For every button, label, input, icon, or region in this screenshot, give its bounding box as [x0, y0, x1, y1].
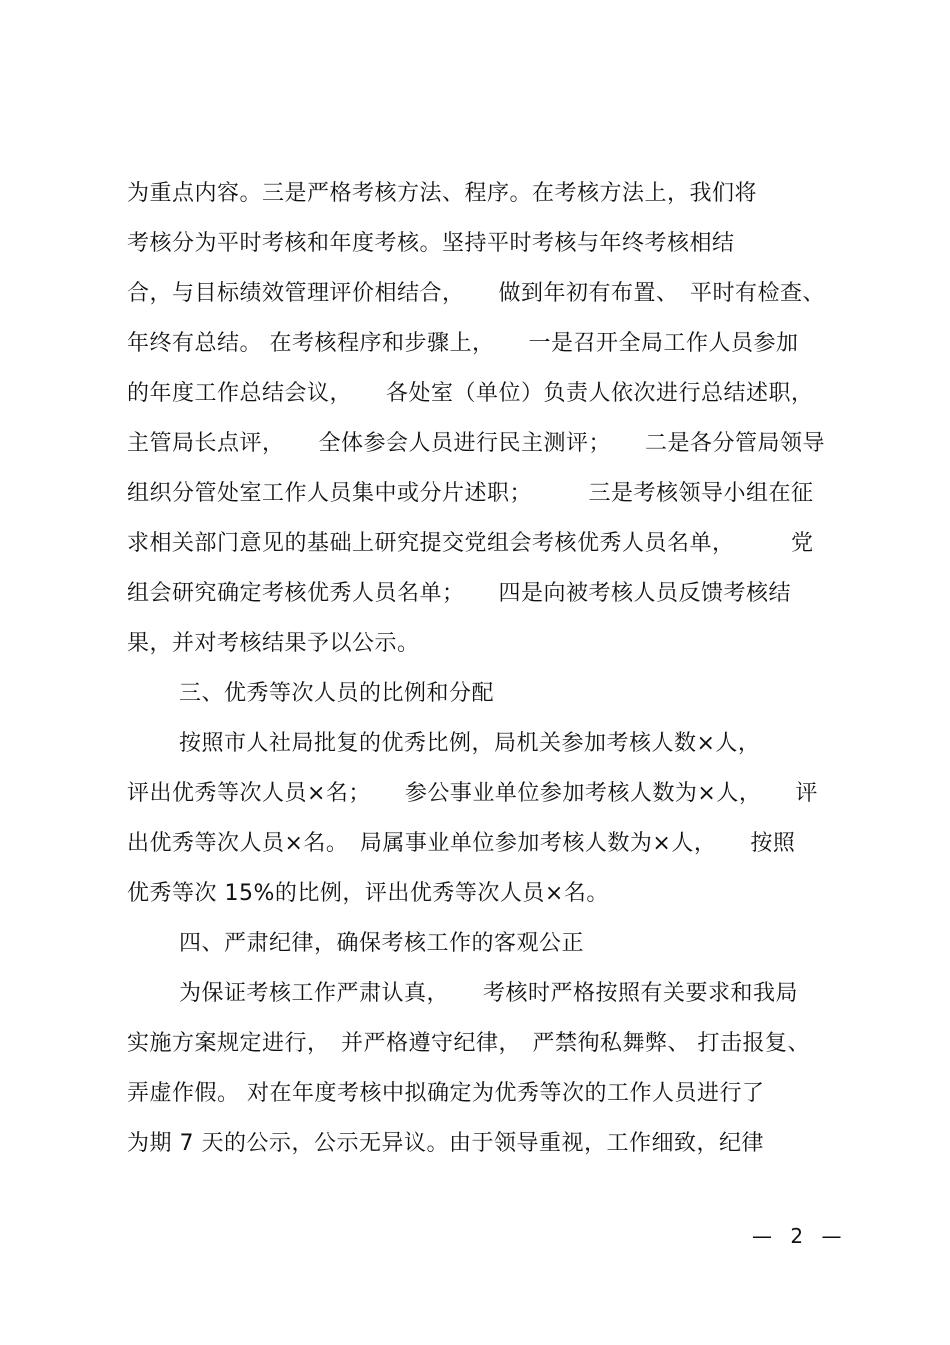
text-line-5: 的年度工作总结会议， 各处室（单位）负责人依次进行总结述职，	[127, 381, 814, 406]
text-line-17: 为保证考核工作严肃认真， 考核时严格按照有关要求和我局	[179, 981, 799, 1006]
text-line-13: 评出优秀等次人员×名； 参公事业单位参加考核人数为×人， 评	[127, 781, 818, 806]
text-line-3: 合，与目标绩效管理评价相结合， 做到年初有布置、 平时有检查、	[127, 281, 826, 306]
text-line-14: 出优秀等次人员×名。 局属事业单位参加考核人数为×人， 按照	[127, 831, 796, 856]
text-line-20: 为期 7 天的公示，公示无异议。由于领导重视，工作细致，纪律	[127, 1131, 764, 1156]
text-line-12: 按照市人社局批复的优秀比例，局机关参加考核人数×人，	[179, 731, 761, 756]
text-line-15: 优秀等次 15%的比例，评出优秀等次人员×名。	[127, 881, 609, 906]
page-number: — 2 —	[752, 1224, 848, 1248]
text-line-2: 考核分为平时考核和年度考核。坚持平时考核与年终考核相结	[127, 231, 735, 256]
text-line-10: 果，并对考核结果予以公示。	[127, 631, 420, 656]
text-line-18: 实施方案规定进行， 并严格遵守纪律， 严禁徇私舞弊、 打击报复、	[127, 1031, 810, 1056]
text-line-19: 弄虚作假。 对在年度考核中拟确定为优秀等次的工作人员进行了	[127, 1081, 765, 1106]
section-heading-3: 三、优秀等次人员的比例和分配	[179, 681, 495, 706]
text-line-4: 年终有总结。 在考核程序和步骤上， 一是召开全局工作人员参加	[127, 331, 799, 356]
section-heading-4: 四、严肃纪律，确保考核工作的客观公正	[179, 931, 585, 956]
text-line-1: 为重点内容。三是严格考核方法、程序。在考核方法上，我们将	[127, 181, 758, 206]
text-line-6: 主管局长点评， 全体参会人员进行民主测评； 二是各分管局领导	[127, 431, 826, 456]
text-line-8: 求相关部门意见的基础上研究提交党组会考核优秀人员名单， 党	[127, 531, 814, 556]
text-line-7: 组织分管处室工作人员集中或分片述职； 三是考核领导小组在征	[127, 481, 814, 506]
text-line-9: 组会研究确定考核优秀人员名单； 四是向被考核人员反馈考核结	[127, 581, 792, 606]
